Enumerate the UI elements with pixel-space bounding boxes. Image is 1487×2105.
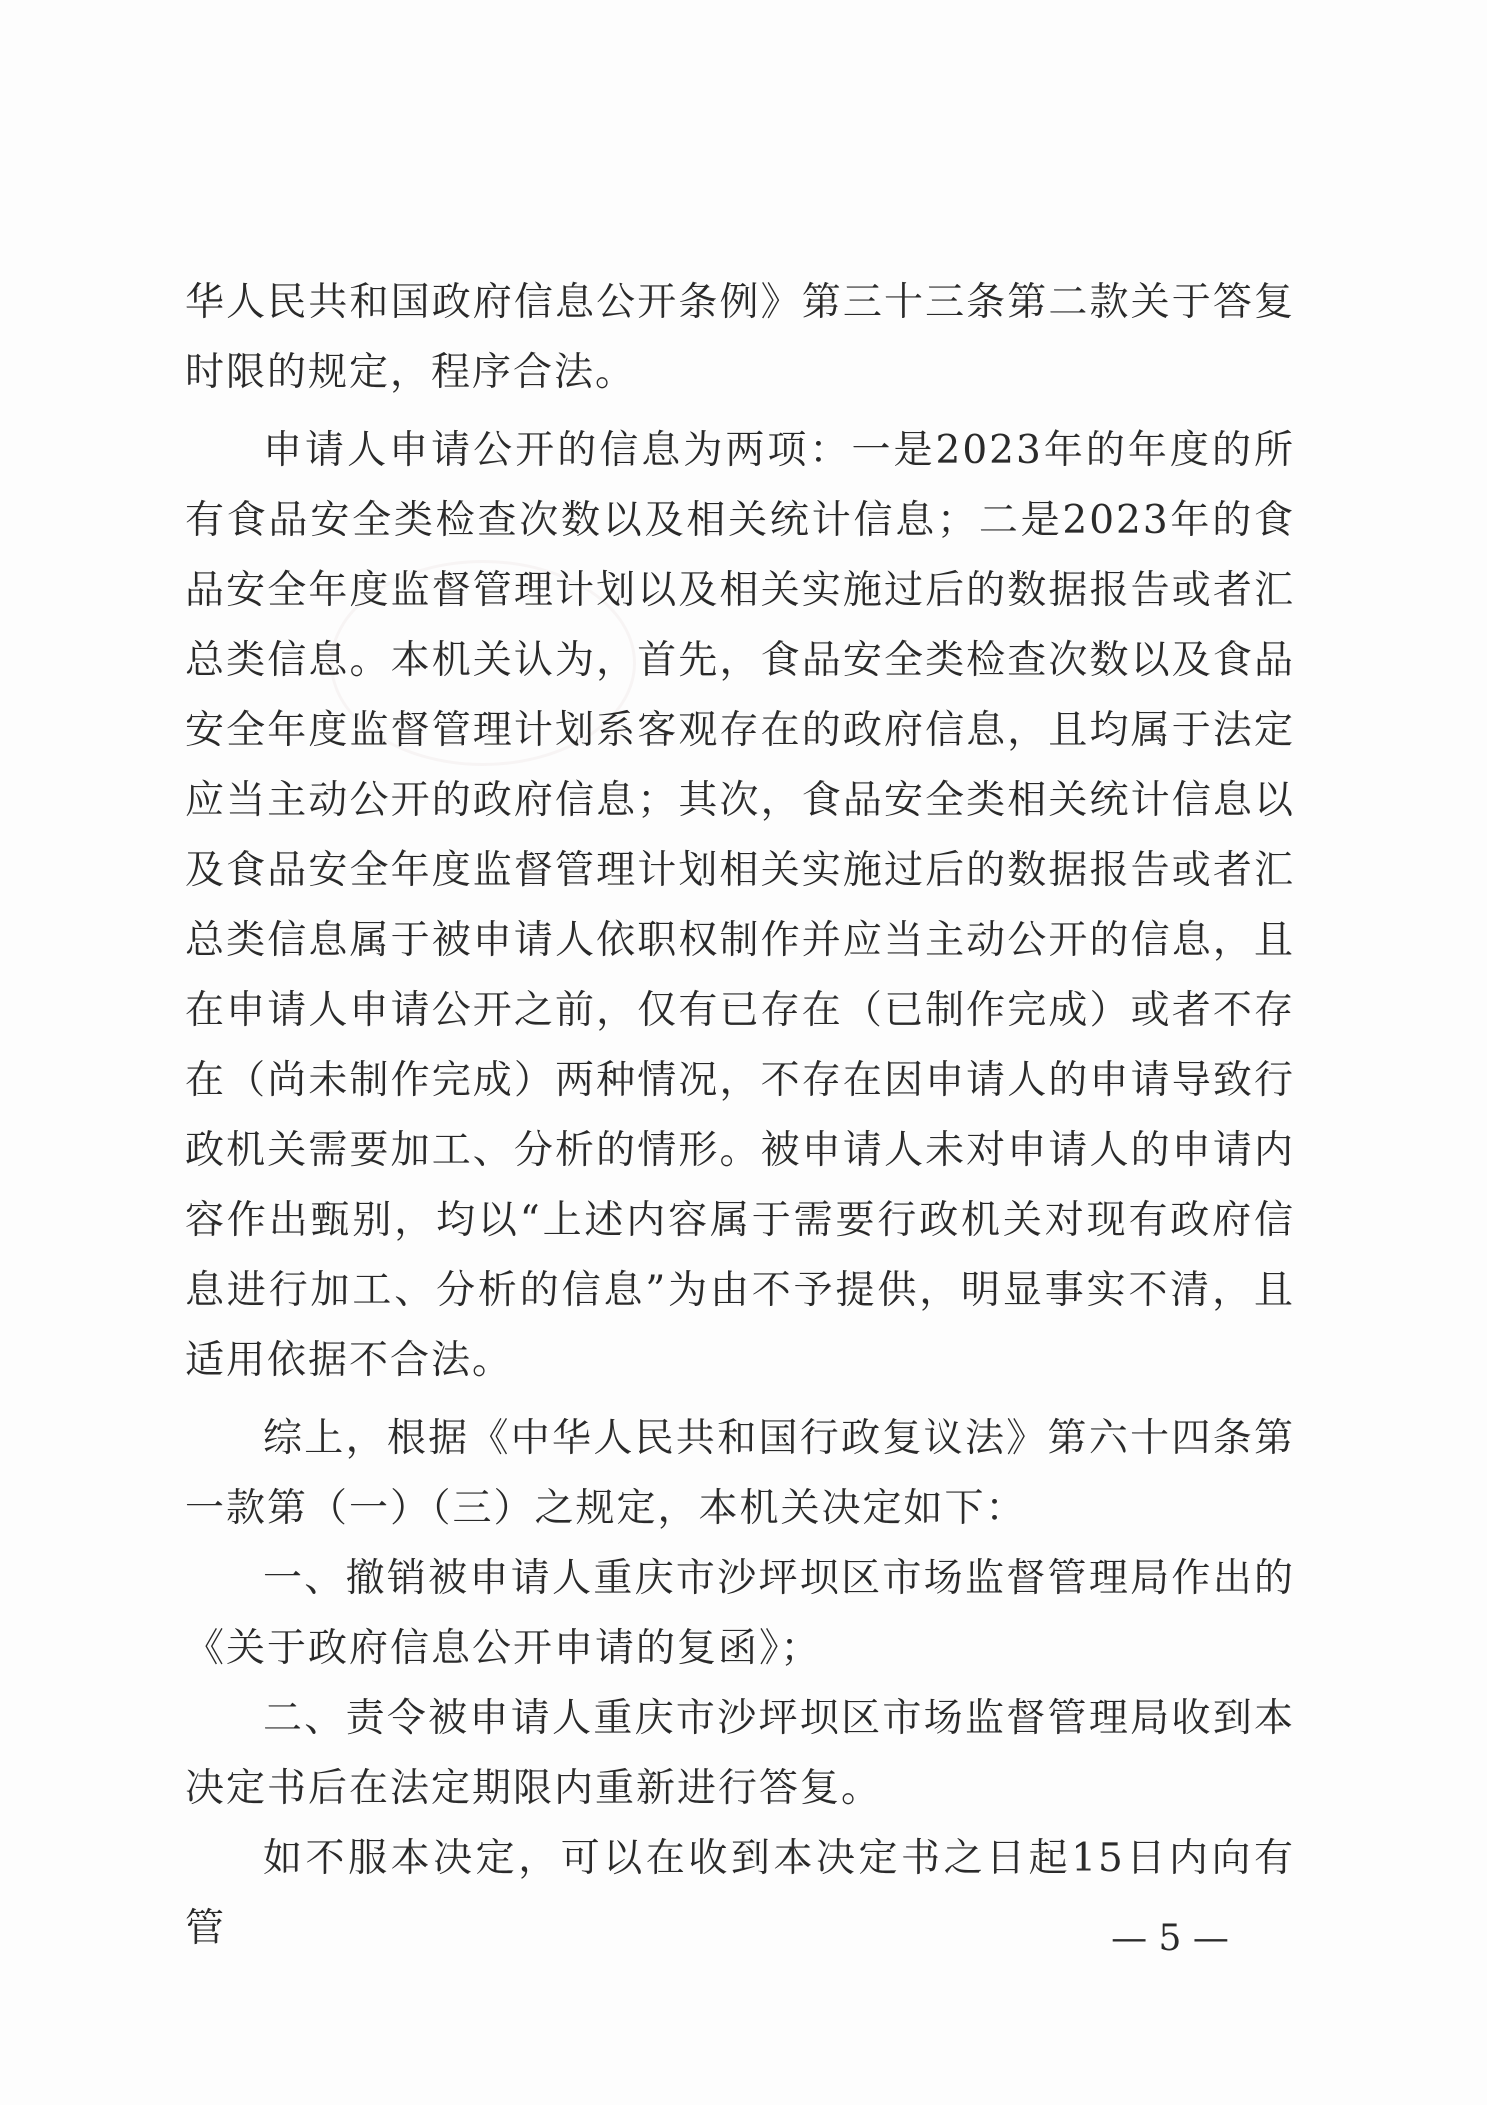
decision-item-1: 一、撤销被申请人重庆市沙坪坝区市场监督管理局作出的《关于政府信息公开申请的复函》；: [185, 1556, 1295, 1671]
paragraph-analysis: 申请人申请公开的信息为两项：一是2023年的年度的所有食品安全类检查次数以及相关统计信息；二是2023年的食品安全年度监督管理计划以及相关实施过后的数据报告或者汇总类信息。本机关认为，首先，食品安全类检查次数以及食品安全年度监督管理计划系客观存在的政府信息，且均属于法定应当主动公开的政府信息；其次，食品安全类相关统计信息以及食品安全年度监督管理计划相关实施过后的数据报告或者汇总类信息属于被申请人依职权制作并应当主动公开的信息，且在申请人申请公开之前，仅有已存在（已制作完成）或者不存在（尚未制作完成）两种情况，不存在因申请人的申请导致行政机关需要加工、分析的情形。被申请人未对申请人的申请内容作出甄别，均以“上述内容属于需要行政机关对现有政府信息进行加工、分析的信息”为由不予提供，明显事实不清，且适用依据不合法。: [185, 428, 1295, 1383]
document-body: [185, 268, 1295, 1964]
paragraph-conclusion: 综上，根据《中华人民共和国行政复议法》第六十四条第一款第（一）（三）之规定，本机关决定如下：: [185, 1416, 1295, 1531]
paragraph-continuation: 华人民共和国政府信息公开条例》第三十三条第二款关于答复时限的规定，程序合法。: [185, 280, 1295, 395]
page-number: — 5 —: [1111, 1918, 1229, 1959]
paragraph-appeal-notice: 如不服本决定，可以在收到本决定书之日起15日内向有管: [185, 1836, 1295, 1951]
decision-item-2: 二、责令被申请人重庆市沙坪坝区市场监督管理局收到本决定书后在法定期限内重新进行答复。: [185, 1696, 1295, 1811]
